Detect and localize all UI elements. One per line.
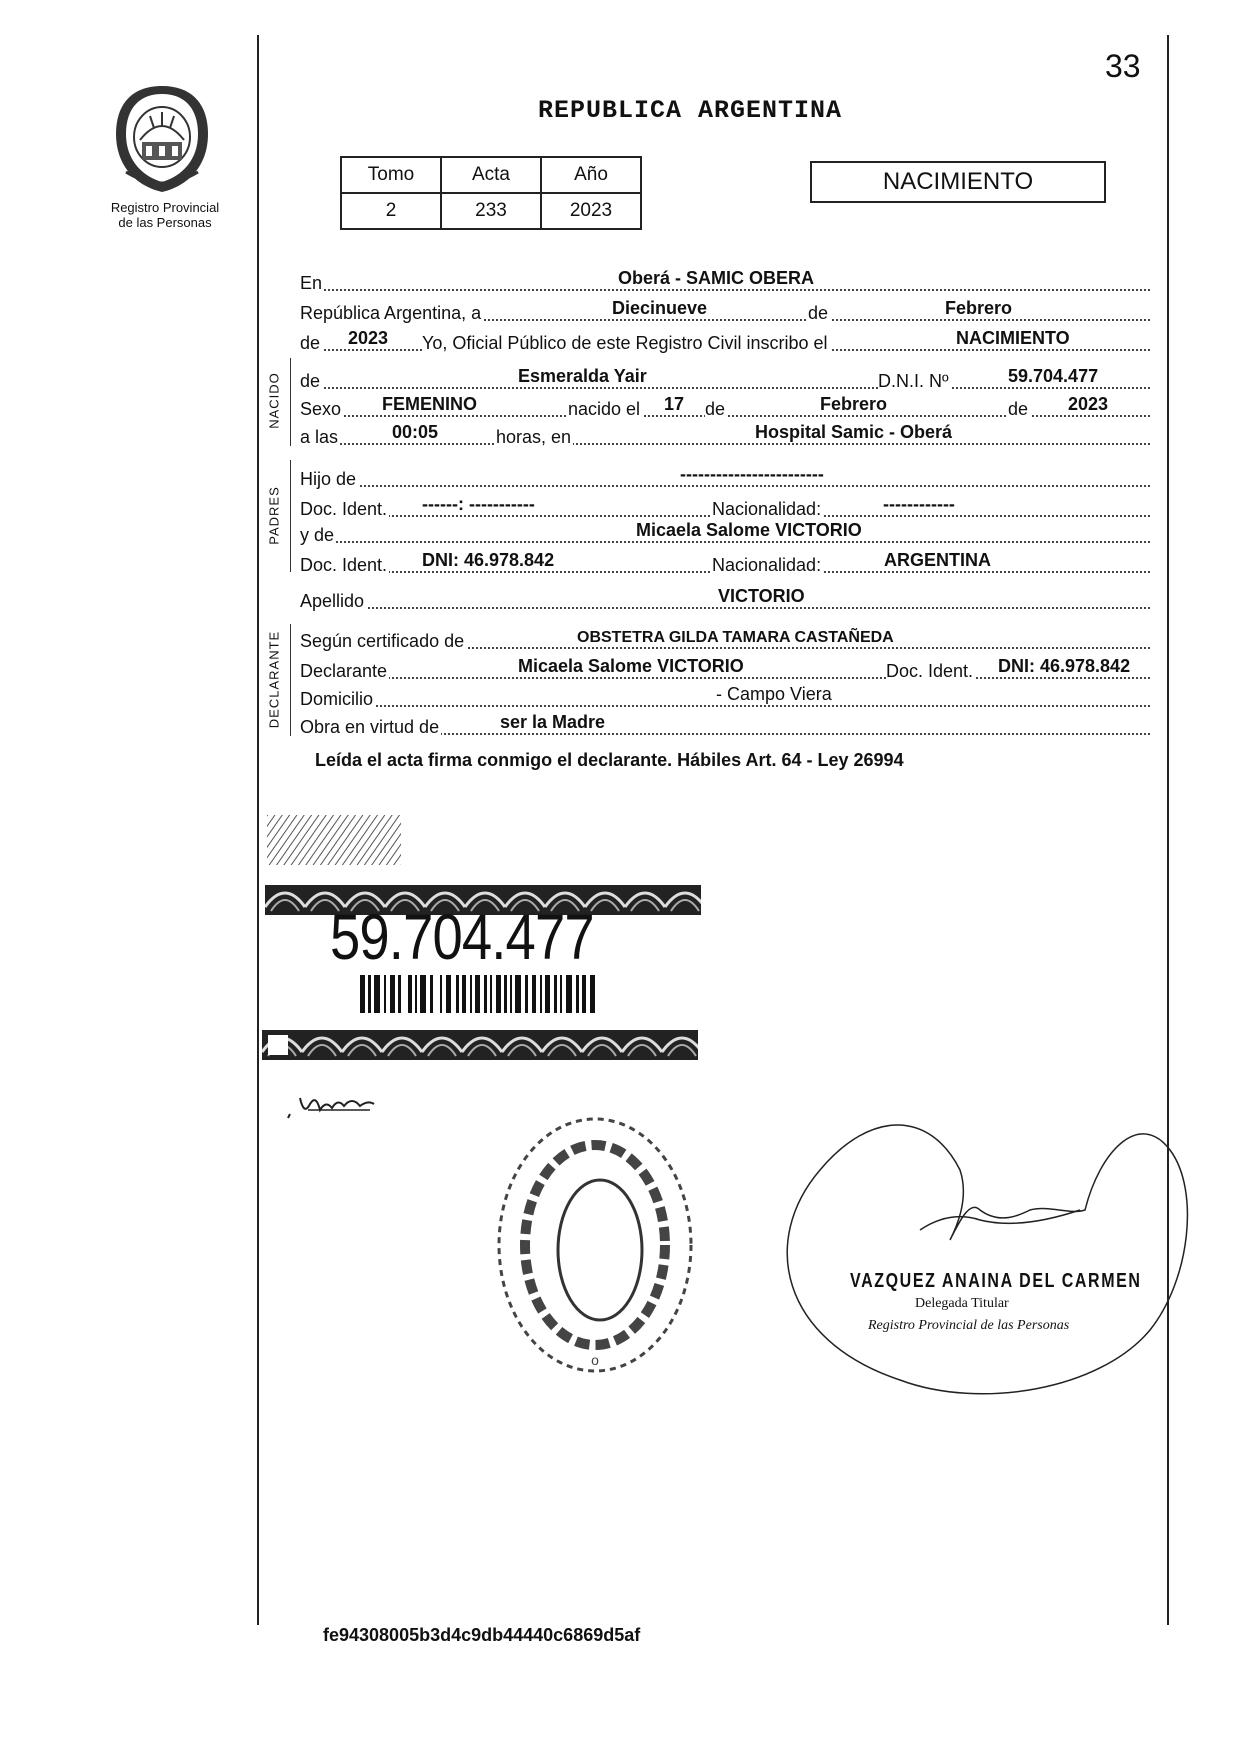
value-padre-doc: ------: ----------- [422, 494, 535, 514]
value-mes: Febrero [945, 298, 1013, 318]
logo-caption-line1: Registro Provincial [110, 200, 220, 215]
padres-section-label: PADRES [266, 486, 282, 545]
label-madre-nac: Nacionalidad: [712, 555, 822, 575]
value-declarante: Micaela Salome VICTORIO [518, 656, 744, 676]
value-lugar: Hospital Samic - Oberá [755, 422, 953, 442]
nacido-section-label: NACIDO [266, 372, 282, 429]
document-hash: fe94308005b3d4c9db44440c6869d5af [323, 1625, 641, 1645]
value-certificado: OBSTETRA GILDA TAMARA CASTAÑEDA [577, 629, 894, 646]
page-number: 33 [1105, 48, 1141, 84]
row-madre-doc [300, 550, 1150, 576]
value-sexo: FEMENINO [382, 394, 478, 414]
row-hijo [300, 464, 1150, 490]
barcode [360, 975, 600, 1013]
label-declarante-doc: Doc. Ident. [886, 661, 974, 681]
value-anio-nac: 2023 [1068, 394, 1109, 414]
row-republica [300, 298, 1150, 324]
label-republica: República Argentina, a [300, 303, 482, 323]
document-type-box: NACIMIENTO [810, 161, 1106, 203]
register-table [340, 156, 642, 230]
row-obra [300, 712, 1150, 738]
official-round-seal [490, 1110, 700, 1380]
register-header-acta: Acta [441, 157, 541, 193]
value-dni: 59.704.477 [1008, 366, 1099, 386]
value-dia-nac: 17 [664, 394, 685, 414]
value-declarante-doc: DNI: 46.978.842 [998, 656, 1131, 676]
value-madre-doc: DNI: 46.978.842 [422, 550, 555, 570]
legal-text: Leída el acta firma conmigo el declarante. Hábiles Art. 64 - Ley 26994 [315, 750, 904, 770]
label-de-nac: de [705, 399, 726, 419]
value-padre-nac: ------------ [883, 494, 955, 514]
label-hijo: Hijo de [300, 469, 357, 489]
official-name: VAZQUEZ ANAINA DEL CARMEN [850, 1270, 1142, 1292]
label-certificado: Según certificado de [300, 631, 465, 651]
value-madre-nac: ARGENTINA [884, 550, 991, 570]
value-anio: 2023 [348, 328, 389, 348]
logo-caption-line2: de las Personas [118, 215, 212, 230]
declarante-section-label: DECLARANTE [266, 630, 282, 729]
value-obra: ser la Madre [500, 712, 606, 732]
register-value-tomo: 2 [341, 193, 441, 229]
svg-text:o: o [591, 1352, 599, 1368]
row-padre-doc [300, 494, 1150, 520]
row-hora [300, 422, 1150, 448]
register-value-anio: 2023 [541, 193, 641, 229]
official-signature [760, 1090, 1200, 1410]
dni-sticker-bottom-band [262, 1030, 698, 1060]
label-alas: a las [300, 427, 339, 447]
value-domicilio: - Campo Viera [716, 684, 832, 704]
value-dia: Diecinueve [612, 298, 708, 318]
small-hatched-stamp [267, 815, 401, 865]
label-en: En [300, 273, 323, 293]
province-seal-logo [112, 82, 212, 197]
value-en: Oberá - SAMIC OBERA [618, 268, 815, 288]
register-header-anio: Año [541, 157, 641, 193]
register-header-tomo: Tomo [341, 157, 441, 193]
official-office: Registro Provincial de las Personas [868, 1318, 1070, 1333]
label-domicilio: Domicilio [300, 689, 374, 709]
value-apellido: VICTORIO [718, 586, 805, 606]
label-yde: y de [300, 525, 335, 545]
label-de2: de [300, 333, 321, 353]
official-role: Delegada Titular [915, 1296, 1009, 1311]
row-sexo [300, 394, 1150, 420]
declarante-bar [290, 624, 291, 736]
value-inscribo: NACIMIENTO [956, 328, 1070, 348]
label-de-nac2: de [1008, 399, 1029, 419]
padres-bar [290, 460, 291, 572]
row-en [300, 268, 1150, 294]
left-margin-line [257, 35, 259, 1625]
label-de: de [808, 303, 829, 323]
row-domicilio [300, 684, 1150, 710]
row-madre [300, 520, 1150, 546]
label-dni: D.N.I. Nº [878, 371, 949, 391]
label-padre-nac: Nacionalidad: [712, 499, 822, 519]
logo-caption [90, 200, 240, 230]
label-horas: horas, en [496, 427, 572, 447]
label-sexo: Sexo [300, 399, 342, 419]
value-hora: 00:05 [392, 422, 439, 442]
register-value-acta: 233 [441, 193, 541, 229]
dni-sticker-number: 59.704.477 [330, 901, 594, 973]
label-declarante: Declarante [300, 661, 388, 681]
row-apellido [300, 586, 1150, 612]
row-inscribo [300, 328, 1150, 354]
row-nombre [300, 366, 1150, 392]
label-apellido: Apellido [300, 591, 365, 611]
country-title: REPUBLICA ARGENTINA [537, 96, 843, 125]
label-inscribo: Yo, Oficial Público de este Registro Civil inscribo el [422, 333, 828, 353]
label-de-nombre: de [300, 371, 321, 391]
label-nacido: nacido el [568, 399, 641, 419]
label-obra: Obra en virtud de [300, 717, 440, 737]
nacido-bar [290, 358, 291, 446]
value-padre: ------------------------ [680, 464, 824, 484]
value-madre: Micaela Salome VICTORIO [636, 520, 862, 540]
label-padre-doc: Doc. Ident. [300, 499, 388, 519]
label-madre-doc: Doc. Ident. [300, 555, 388, 575]
row-certificado [300, 626, 1150, 652]
row-declarante [300, 656, 1150, 682]
declarante-signature [280, 1080, 390, 1130]
value-mes-nac: Febrero [820, 394, 888, 414]
value-nombre: Esmeralda Yair [518, 366, 647, 386]
